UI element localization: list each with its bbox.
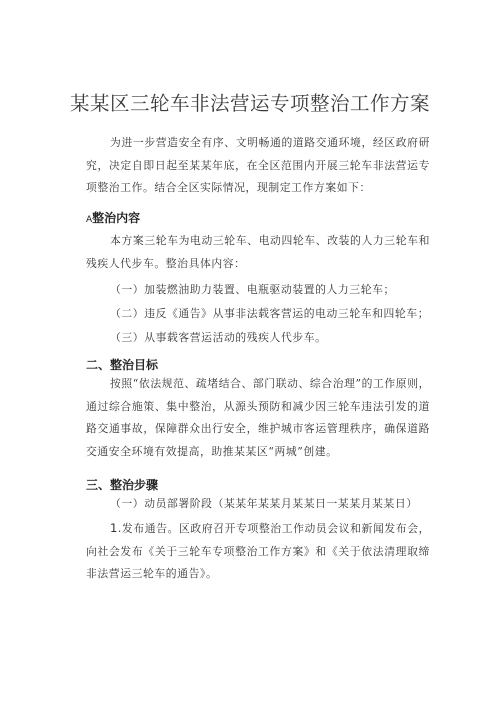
step1-number: 1 <box>110 521 118 535</box>
section1-paragraph <box>86 230 430 275</box>
step1-text: .发布通告。区政府召开专项整治工作动员会议和新闻发布会，向社会发布《关于三轮车专项整治工作方案》和《关于依法清理取缔非法营运三轮车的通告》。 <box>86 522 430 580</box>
section1-heading-text: 整治内容 <box>92 211 141 225</box>
section2-paragraph <box>86 373 430 463</box>
section2-heading: 二、整治目标 <box>86 358 159 372</box>
section3-step1-paragraph <box>86 517 430 586</box>
intro-text: 为进一步营造安全有序、文明畅通的道路交通环境，经区政府研究，决定自即日起至某某年底，在全区范围内开展三轮车非法营运专项整治工作。结合全区实际情况，现制定工作方案如下： <box>86 136 430 194</box>
section3-stage: （一）动员部署阶段（某某年某某月某某日一某某月某某日） <box>110 497 418 510</box>
section1-text: 本方案三轮车为电动三轮车、电动四轮车、改装的人力三轮车和残疾人代步车。整治具体内容： <box>86 234 430 270</box>
section1-prefix: A <box>86 215 93 225</box>
section2-text: 按照“依法规范、疏堵结合、部门联动、综合治理”的工作原则，通过综合施策、集中整治，从源头预防和减少因三轮车违法引发的道路交通事故，保障群众出行安全，维护城市客运管理秩序，确保道路交通安全环境有效提高，助推某某区“两城”创建。 <box>86 377 430 458</box>
section1-item-3: （三）从事载客营运活动的残疾人代步车。 <box>110 331 327 344</box>
document-title: 某某区三轮车非法营运专项整治工作方案 <box>69 92 430 115</box>
section3-heading: 三、整治步骤 <box>86 478 159 492</box>
intro-paragraph <box>86 132 430 200</box>
section1-heading <box>86 209 140 226</box>
section1-item-2: （二）违反《通告》从事非法载客营运的电动三轮车和四轮车； <box>110 307 430 320</box>
section1-item-1: （一）加装燃油助力装置、电瓶驱动装置的人力三轮车； <box>110 283 395 296</box>
